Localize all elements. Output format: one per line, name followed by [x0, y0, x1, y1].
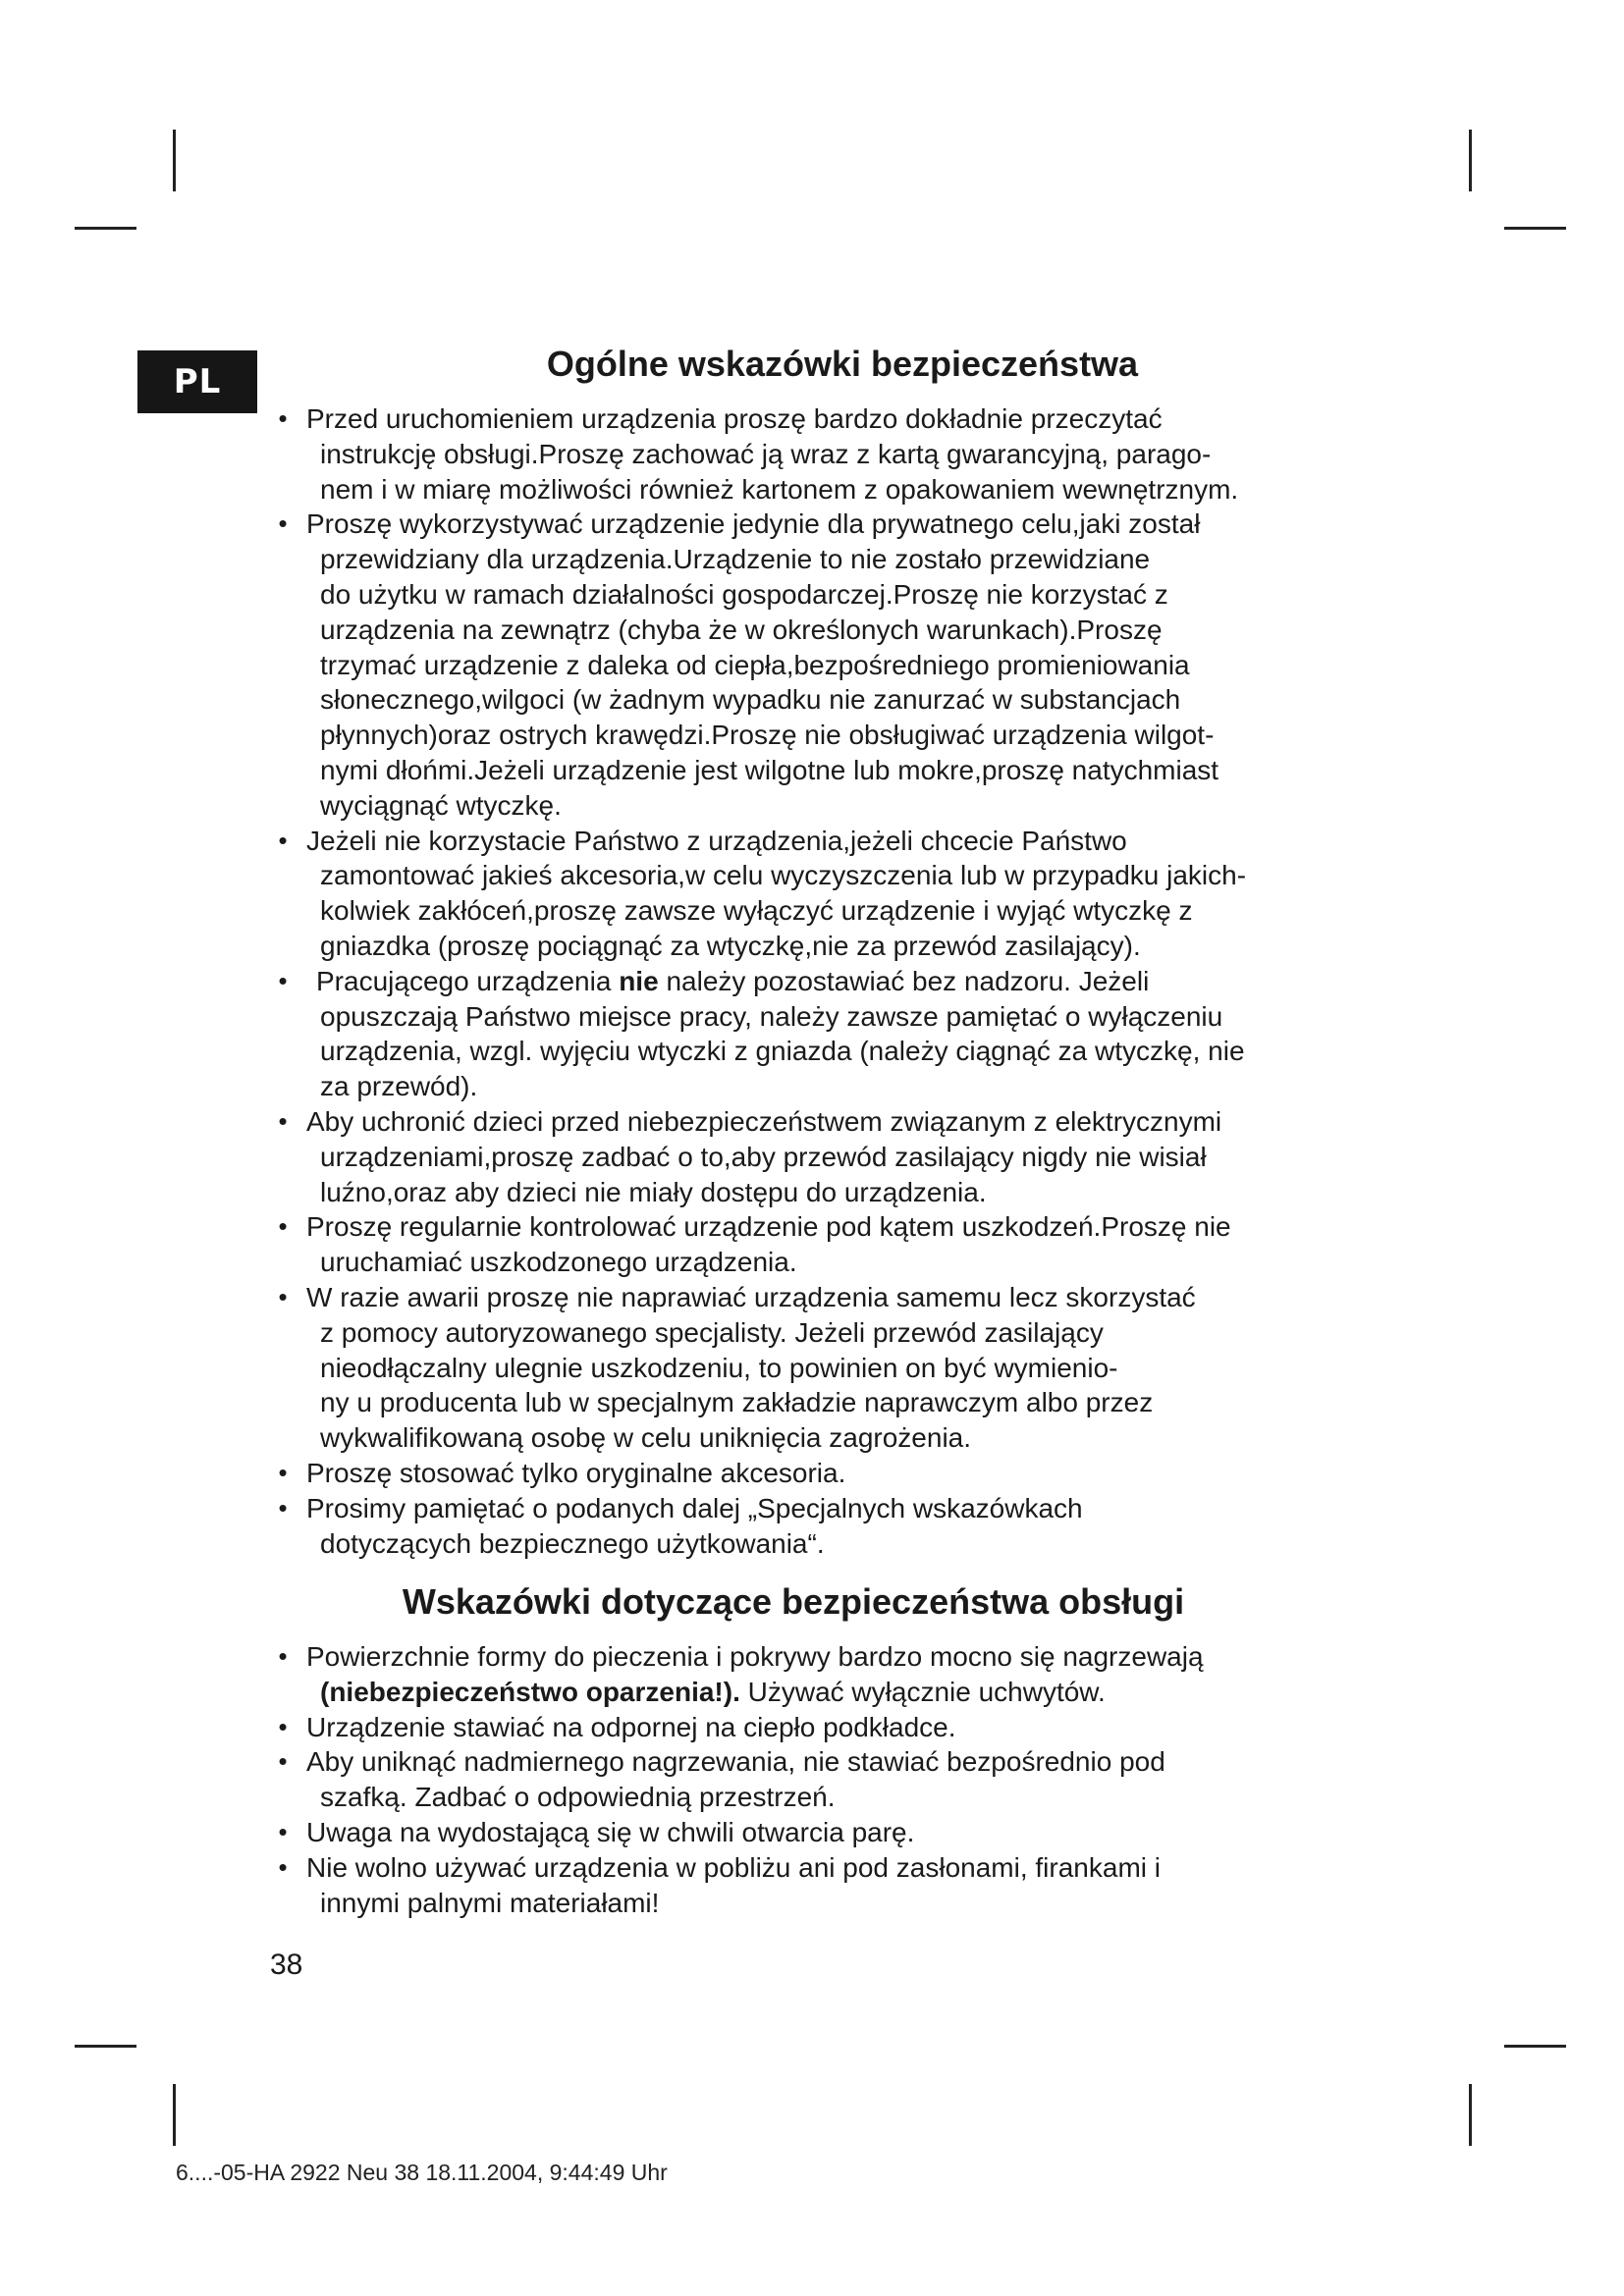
list-item [273, 507, 1392, 823]
list-item-line: zamontować jakieś akcesoria,w celu wyczyszczenia lub w przypadku jakich- [320, 860, 1247, 891]
list-item-line: do użytku w ramach działalności gospodarczej.Proszę nie korzystać z [320, 578, 1168, 610]
list-item [273, 1209, 1392, 1280]
list-item-line: urządzenia na zewnątrz (chyba że w określonych warunkach).Proszę [320, 614, 1163, 645]
bullet-icon: • [278, 1746, 288, 1777]
list-item-line [306, 964, 1392, 999]
crop-mark-bottom-left-horizontal [75, 2045, 136, 2048]
line-segment: Pracującego urządzenia [316, 965, 620, 996]
bullet-icon: • [278, 1281, 288, 1311]
list-item-line: instrukcję obsługi.Proszę zachować ją wraz z kartą gwarancyjną, parago- [320, 438, 1212, 469]
list-item-text [306, 1456, 1392, 1491]
list-item-text [306, 1744, 1392, 1815]
line-segment: Używać wyłącznie uchwytów. [739, 1676, 1106, 1707]
list-item [273, 1456, 1392, 1491]
list-item-line: ny u producenta lub w specjalnym zakładzie naprawczym albo przez [320, 1387, 1154, 1418]
crop-mark-top-left-vertical [173, 130, 176, 191]
list-item-text [306, 1209, 1392, 1280]
list-item-line: gniazdka (proszę pociągnąć za wtyczkę,nie za przewód zasilający). [320, 930, 1141, 961]
list-item-line: Uwaga na wydostającą się w chwili otwarcia parę. [306, 1816, 915, 1847]
list-item-text [306, 1104, 1392, 1209]
list-item [273, 964, 1392, 1104]
list-item-line: kolwiek zakłóceń,proszę zawsze wyłączyć urządzenie i wyjąć wtyczkę z [320, 895, 1193, 927]
list-item-line: urządzeniami,proszę zadbać o to,aby przewód zasilający nigdy nie wisiał [320, 1141, 1207, 1172]
list-item [273, 824, 1392, 964]
list-item-line: Prosimy pamiętać o podanych dalej „Specjalnych wskazówkach [306, 1492, 1083, 1523]
list-item [273, 1744, 1392, 1815]
list-item-line: z pomocy autoryzowanego specjalisty. Jeżeli przewód zasilający [320, 1316, 1104, 1348]
list-item-line: nymi dłońmi.Jeżeli urządzenie jest wilgotne lub mokre,proszę natychmiast [320, 754, 1219, 785]
list-item-text [306, 1850, 1392, 1921]
crop-mark-top-right-vertical [1469, 130, 1472, 191]
bullet-icon: • [278, 1211, 288, 1242]
list-item-line: za przewód). [320, 1071, 478, 1102]
crop-mark-bottom-right-horizontal [1504, 2045, 1566, 2048]
list-item-line: W razie awarii proszę nie naprawiać urządzenia samemu lecz skorzystać [306, 1281, 1196, 1312]
print-footer-note: 6....-05-HA 2922 Neu 38 18.11.2004, 9:44:49 Uhr [176, 2160, 668, 2185]
bullet-icon: • [278, 403, 288, 433]
list-item-line: przewidziany dla urządzenia.Urządzenie to nie zostało przewidziane [320, 544, 1151, 575]
bullet-icon: • [278, 1641, 288, 1671]
list-item-line: Aby uchronić dzieci przed niebezpieczeństwem związanym z elektrycznymi [306, 1105, 1222, 1137]
list-item-line: dotyczących bezpiecznego użytkowania“. [320, 1527, 825, 1559]
list-item [273, 1280, 1392, 1456]
bullet-icon: • [278, 1457, 288, 1487]
list-item [273, 1815, 1392, 1850]
list-item [273, 1491, 1392, 1562]
bullet-icon: • [278, 965, 288, 995]
list-item-line: uruchamiać uszkodzonego urządzenia. [320, 1247, 797, 1278]
warning-emphasis: (niebezpieczeństwo oparzenia!). [320, 1676, 740, 1707]
section-title-general-safety: Ogólne wskazówki bezpieczeństwa [546, 344, 1139, 384]
list-item-line: wyciągnąć wtyczkę. [320, 789, 562, 821]
list-item-line: płynnych)oraz ostrych krawędzi.Proszę nie obsługiwać urządzenia wilgot- [320, 720, 1215, 751]
list-item-line: luźno,oraz aby dzieci nie miały dostępu do urządzenia. [320, 1176, 987, 1207]
bullet-icon: • [278, 508, 288, 539]
list-item-line: szafką. Zadbać o odpowiednią przestrzeń. [320, 1782, 836, 1813]
list-item-line: Proszę stosować tylko oryginalne akcesoria. [306, 1457, 846, 1488]
page-number: 38 [270, 1949, 303, 1981]
list-item-line: innymi palnymi materiałami! [320, 1887, 660, 1918]
list-item-line: słonecznego,wilgoci (w żadnym wypadku nie zanurzać w substancjach [320, 684, 1181, 716]
list-item-text [306, 1710, 1392, 1745]
list-item-line: Proszę wykorzystywać urządzenie jedynie dla prywatnego celu,jaki został [306, 508, 1201, 540]
list-item-text [306, 507, 1392, 823]
list-item-line: nieodłączalny ulegnie uszkodzeniu, to powinien on być wymienio- [320, 1352, 1118, 1383]
list-item-text [306, 824, 1392, 964]
list-item-line: Proszę regularnie kontrolować urządzenie pod kątem uszkodzeń.Proszę nie [306, 1211, 1231, 1243]
list-item [273, 401, 1392, 507]
emphasis-word: nie [619, 965, 659, 996]
list-item-line: urządzenia, wzgl. wyjęciu wtyczki z gniazda (należy ciągnąć za wtyczkę, nie [320, 1036, 1245, 1067]
list-item-line: trzymać urządzenie z daleka od ciepła,bezpośredniego promieniowania [320, 649, 1190, 680]
crop-mark-top-right-horizontal [1504, 227, 1566, 230]
bullet-icon: • [278, 1711, 288, 1741]
language-tab: PL [137, 350, 257, 413]
crop-mark-bottom-left-vertical [173, 2084, 176, 2146]
list-item-line: Jeżeli nie korzystacie Państwo z urządzenia,jeżeli chcecie Państwo [306, 825, 1127, 856]
list-item-line: wykwalifikowaną osobę w celu uniknięcia zagrożenia. [320, 1422, 972, 1454]
list-item [273, 1104, 1392, 1209]
bullet-icon: • [278, 1816, 288, 1846]
list-item-line: opuszczają Państwo miejsce pracy, należy zawsze pamiętać o wyłączeniu [320, 1000, 1223, 1032]
bullet-icon: • [278, 1851, 288, 1882]
bullet-icon: • [278, 825, 288, 855]
list-item-text [306, 1815, 1392, 1850]
list-item-line: Przed uruchomieniem urządzenia proszę bardzo dokładnie przeczytać [306, 403, 1163, 434]
list-item-text [306, 1491, 1392, 1562]
list-item-text [306, 964, 1392, 1104]
list-item [273, 1710, 1392, 1745]
line-segment: należy pozostawiać bez nadzoru. Jeżeli [658, 965, 1150, 996]
list-item-line: nem i w miarę możliwości również kartonem z opakowaniem wewnętrznym. [320, 473, 1239, 505]
list-item-line: Aby uniknąć nadmiernego nagrzewania, nie stawiać bezpośrednio pod [306, 1746, 1165, 1778]
operation-safety-list [273, 1639, 1392, 1920]
bullet-icon: • [278, 1105, 288, 1136]
crop-mark-bottom-right-vertical [1469, 2084, 1472, 2146]
general-safety-list [273, 401, 1392, 1561]
list-item-line: Urządzenie stawiać na odpornej na ciepło podkładce. [306, 1711, 956, 1742]
crop-mark-top-left-horizontal [75, 227, 136, 230]
list-item-line [306, 1675, 1392, 1710]
section-title-operation-safety: Wskazówki dotyczące bezpieczeństwa obsługi [402, 1581, 1185, 1622]
list-item [273, 1639, 1392, 1710]
list-item-text [306, 1280, 1392, 1456]
list-item [273, 1850, 1392, 1921]
list-item-text [306, 1639, 1392, 1710]
bullet-icon: • [278, 1492, 288, 1522]
list-item-text [306, 401, 1392, 507]
list-item-line: Powierzchnie formy do pieczenia i pokrywy bardzo mocno się nagrzewają [306, 1641, 1204, 1672]
list-item-line: Nie wolno używać urządzenia w pobliżu ani pod zasłonami, firankami i [306, 1851, 1161, 1883]
